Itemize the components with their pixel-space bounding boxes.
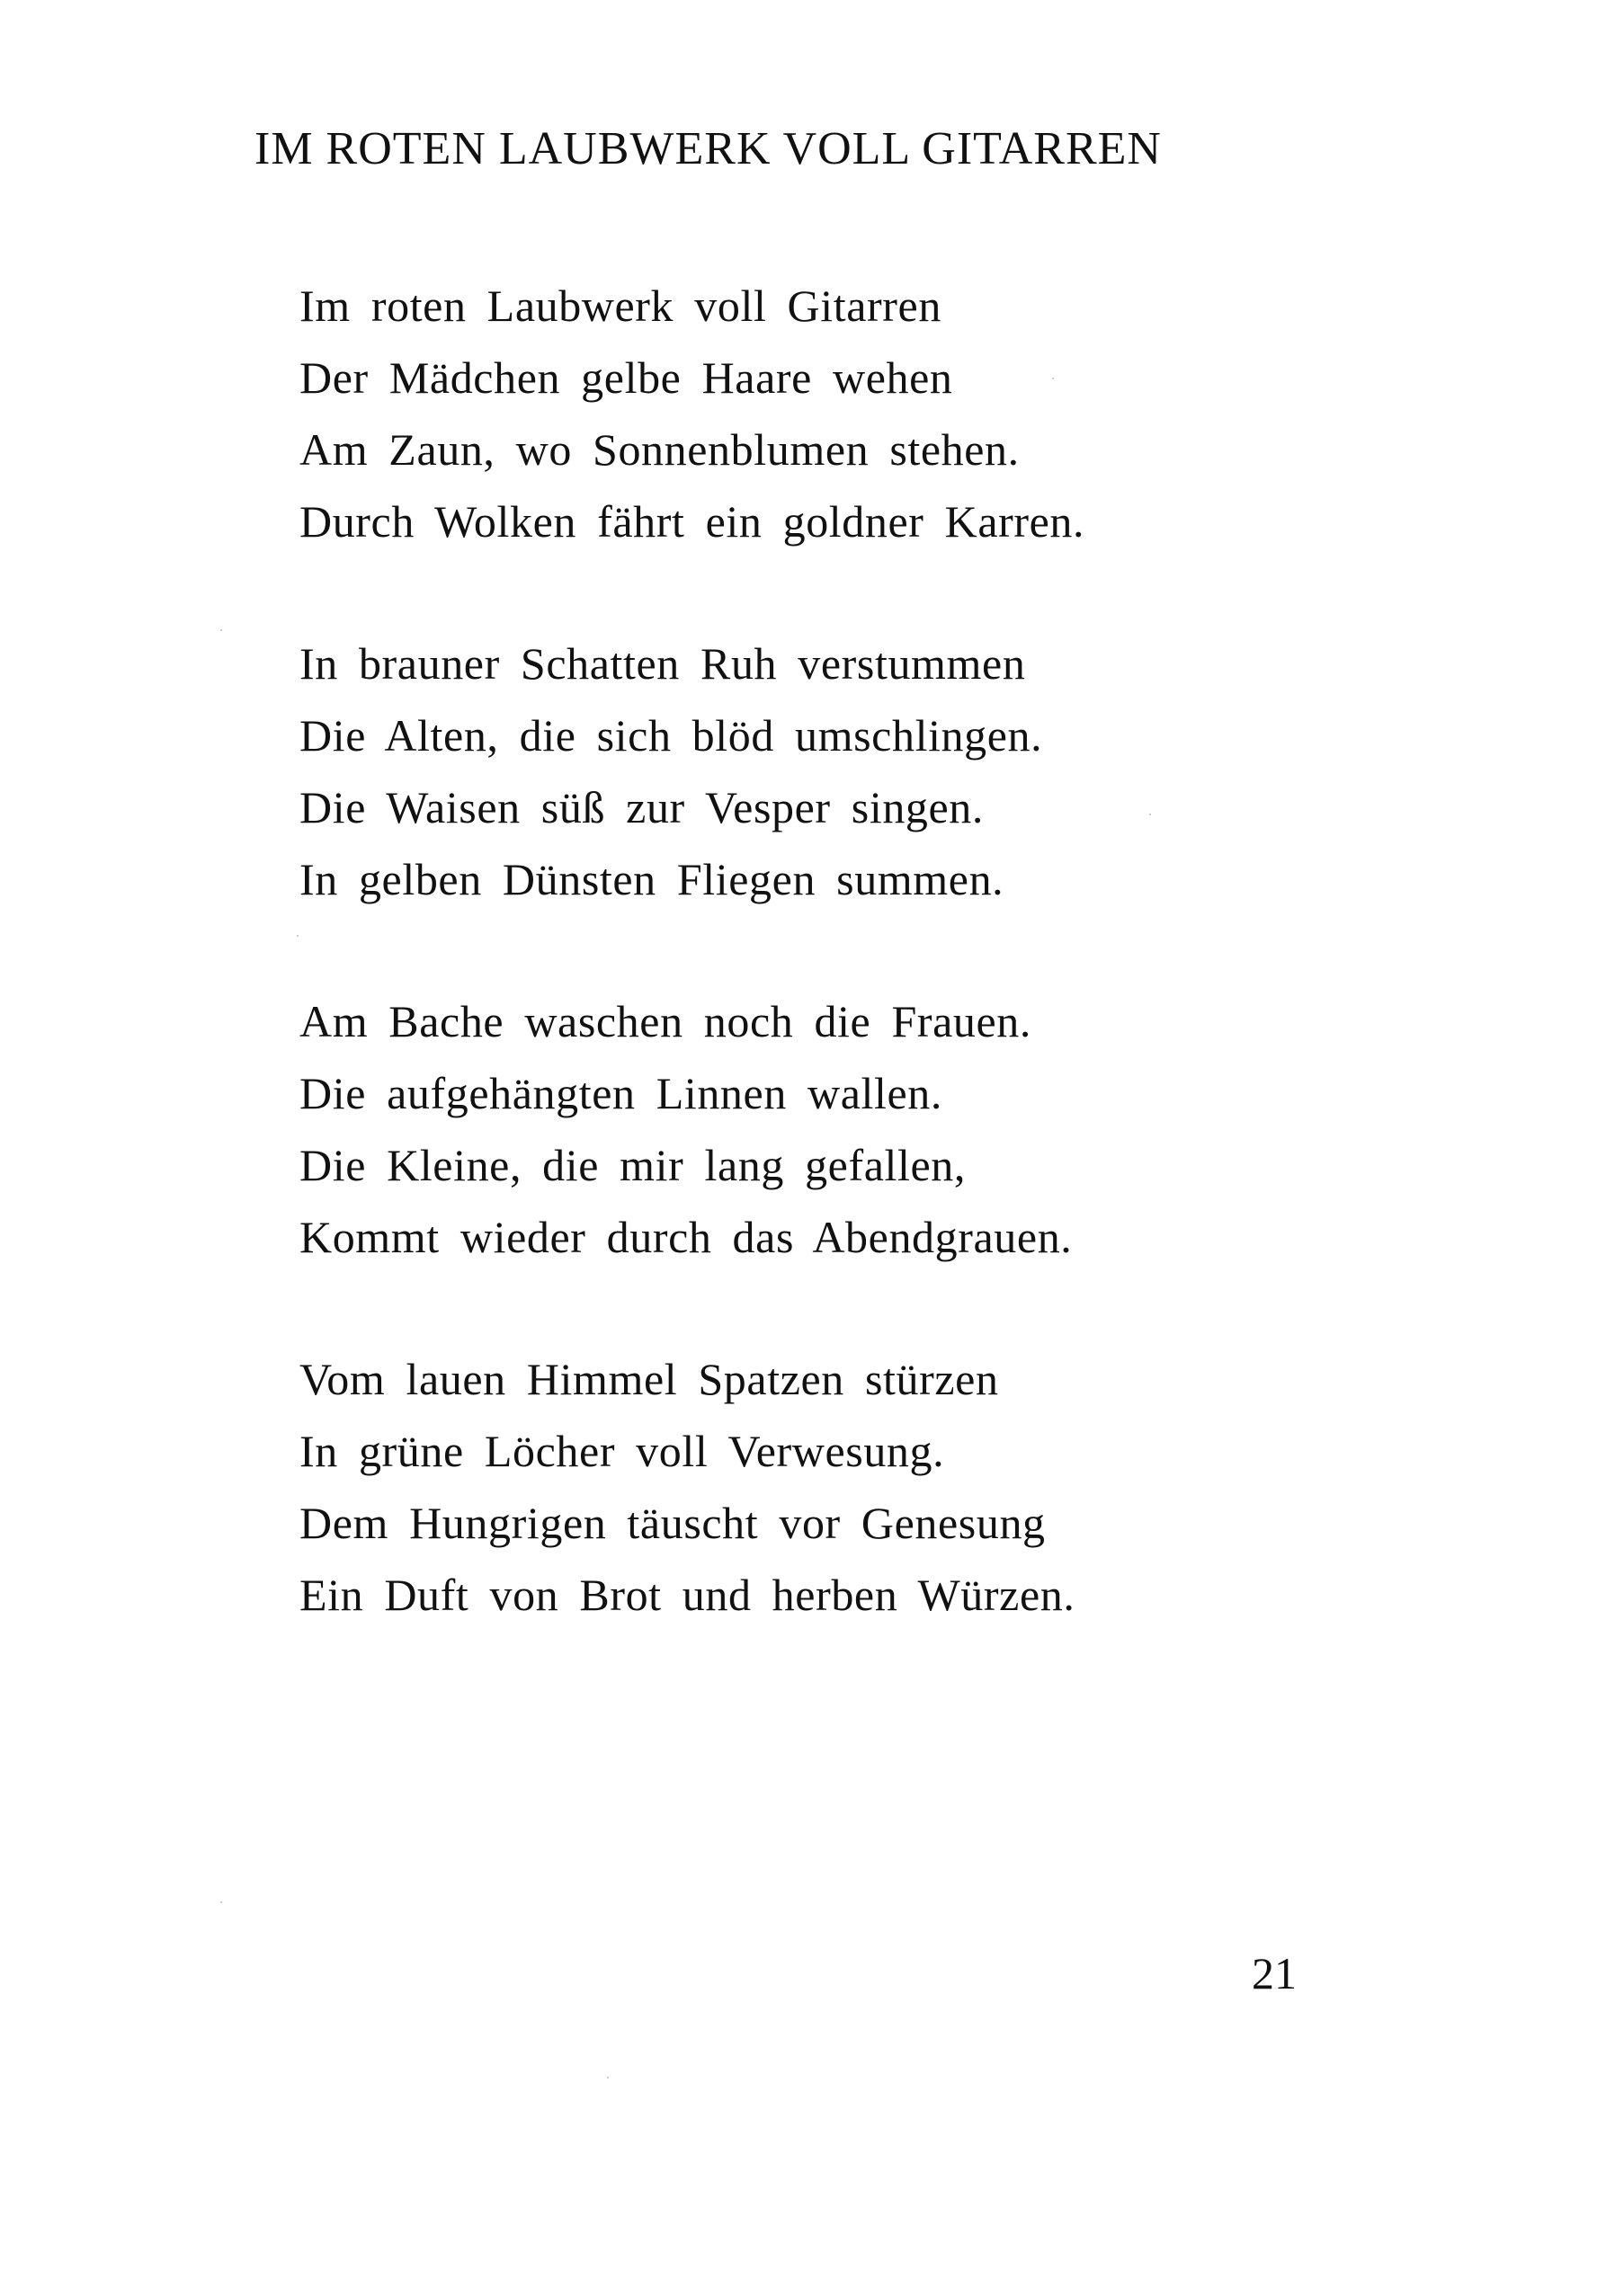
poem-line: Durch Wolken fährt ein goldner Karren. — [299, 496, 1085, 547]
poem-line: Im roten Laubwerk voll Gitarren — [299, 280, 941, 331]
page-number: 21 — [1252, 1948, 1297, 1998]
poem-line: In gelben Dünsten Fliegen summen. — [299, 854, 1004, 904]
scan-speck — [220, 629, 222, 631]
poem-line: Die Kleine, die mir lang gefallen, — [299, 1140, 966, 1190]
poem-body — [299, 270, 1289, 1631]
stanza-2 — [299, 627, 1289, 915]
scan-speck — [1149, 814, 1151, 815]
poem-line: Ein Duft von Brot und herben Würzen. — [299, 1570, 1075, 1620]
stanza-3 — [299, 985, 1289, 1273]
poem-line: Am Zaun, wo Sonnenblumen stehen. — [299, 424, 1020, 475]
stanza-1 — [299, 270, 1289, 557]
scan-speck — [220, 1901, 222, 1903]
poem-line: In grüne Löcher voll Verwesung. — [299, 1426, 945, 1476]
poem-line: Der Mädchen gelbe Haare wehen — [299, 352, 953, 403]
poem-line: Vom lauen Himmel Spatzen stürzen — [299, 1354, 999, 1404]
poem-line: Dem Hungrigen täuscht vor Genesung — [299, 1498, 1046, 1548]
scan-speck — [607, 2077, 609, 2078]
poem-line: In brauner Schatten Ruh verstummen — [299, 638, 1026, 689]
scan-speck — [297, 935, 299, 937]
poem-line: Die Alten, die sich blöd umschlingen. — [299, 710, 1043, 761]
poem-line: Die aufgehängten Linnen wallen. — [299, 1068, 943, 1118]
poem-line: Die Waisen süß zur Vesper singen. — [299, 782, 985, 832]
poem-line: Kommt wieder durch das Abendgrauen. — [299, 1212, 1073, 1262]
poem-line: Am Bache waschen noch die Frauen. — [299, 996, 1031, 1046]
stanza-4 — [299, 1343, 1289, 1631]
poem-title: IM ROTEN LAUBWERK VOLL GITARREN — [254, 123, 1162, 174]
scan-speck — [1052, 378, 1054, 379]
